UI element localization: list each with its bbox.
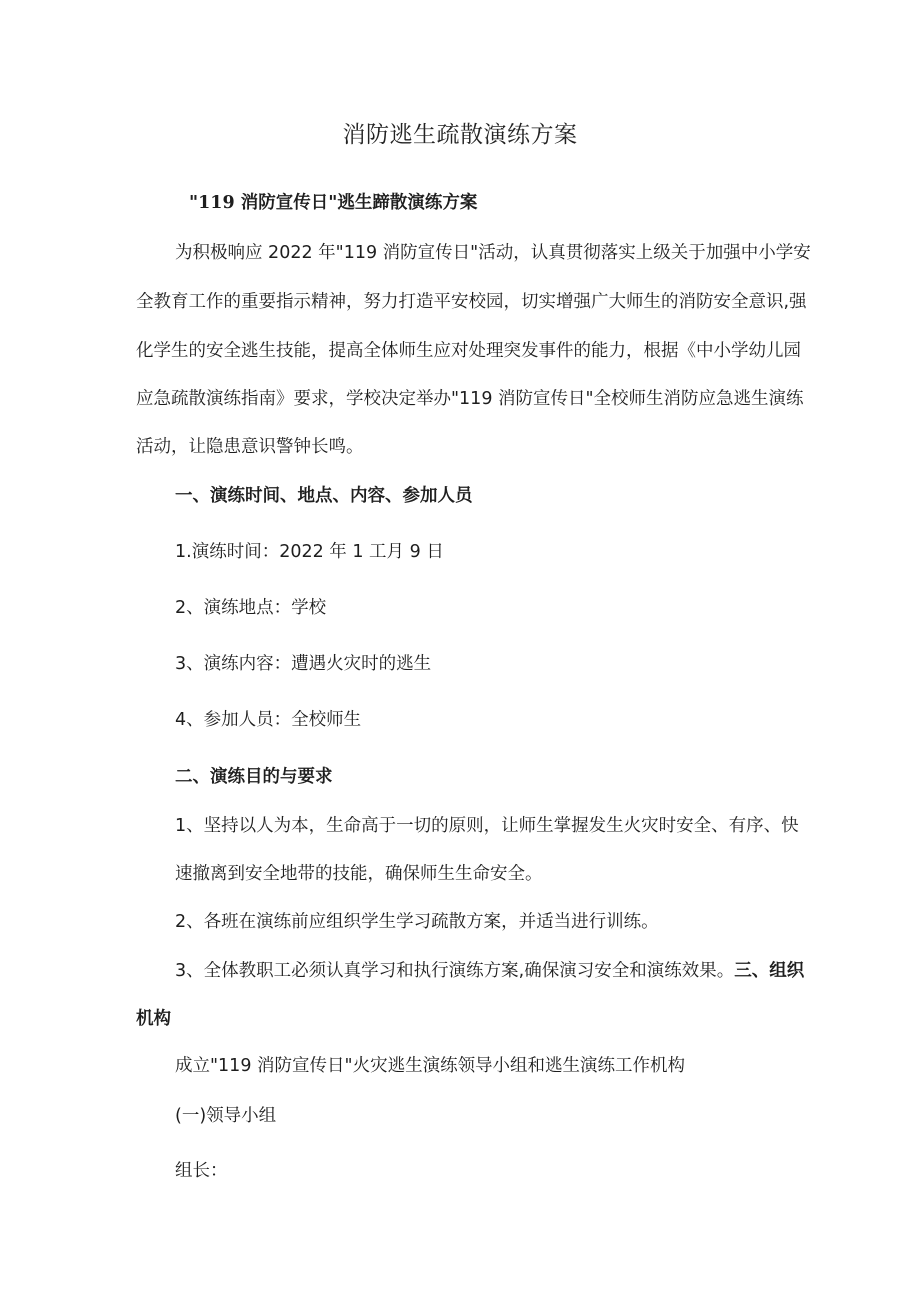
leader-label: 组长： [175, 1161, 228, 1181]
section1-item-participants: 4、参加人员：全校师生 [175, 710, 362, 730]
section3-subheading: (一)领导小组 [175, 1106, 277, 1126]
section2-item3: 3、全体教职工必须认真学习和执行演练方案,确保演习安全和演练效果。 [175, 961, 735, 981]
section3-heading-part1: 三、组织 [734, 961, 805, 981]
section1-item-time: 1.演练时间：2022 年 1 工月 9 日 [175, 542, 444, 562]
section2-item2: 2、各班在演练前应组织学生学习疏散方案，并适当进行训练。 [175, 912, 659, 932]
intro-line-4: 应急疏散演练指南》要求，学校决定举办"119 消防宣传日"全校师生消防应急逃生演练 [136, 389, 804, 409]
intro-line-1: 为积极响应 2022 年"119 消防宣传日"活动，认真贯彻落实上级关于加强中小学安 [175, 243, 811, 263]
section3-heading-part2: 机构 [136, 1009, 171, 1029]
intro-line-5: 活动，让隐患意识警钟长鸣。 [136, 437, 364, 457]
section1-item-location: 2、演练地点：学校 [175, 598, 327, 618]
section1-item-content: 3、演练内容：遭遇火灾时的逃生 [175, 654, 432, 674]
section1-heading: 一、演练时间、地点、内容、参加人员 [175, 486, 473, 506]
section2-item3-row [175, 959, 805, 983]
intro-line-2: 全教育工作的重要指示精神，努力打造平安校园，切实增强广大师生的消防安全意识,强 [136, 292, 807, 312]
document-title: 消防逃生疏散演练方案 [342, 122, 578, 148]
section3-intro: 成立"119 消防宣传日"火灾逃生演练领导小组和逃生演练工作机构 [175, 1056, 686, 1076]
intro-line-3: 化学生的安全逃生技能，提高全体师生应对处理突发事件的能力，根据《中小学幼儿园 [136, 341, 801, 361]
document-subtitle: "119 消防宣传日"逃生蹄散演练方案 [189, 193, 478, 213]
section2-item1-line1: 1、坚持以人为本，生命高于一切的原则，让师生掌握发生火灾时安全、有序、快 [175, 816, 799, 836]
section2-item1-line2: 速撤离到安全地带的技能，确保师生生命安全。 [175, 864, 543, 884]
section2-heading: 二、演练目的与要求 [175, 767, 333, 787]
